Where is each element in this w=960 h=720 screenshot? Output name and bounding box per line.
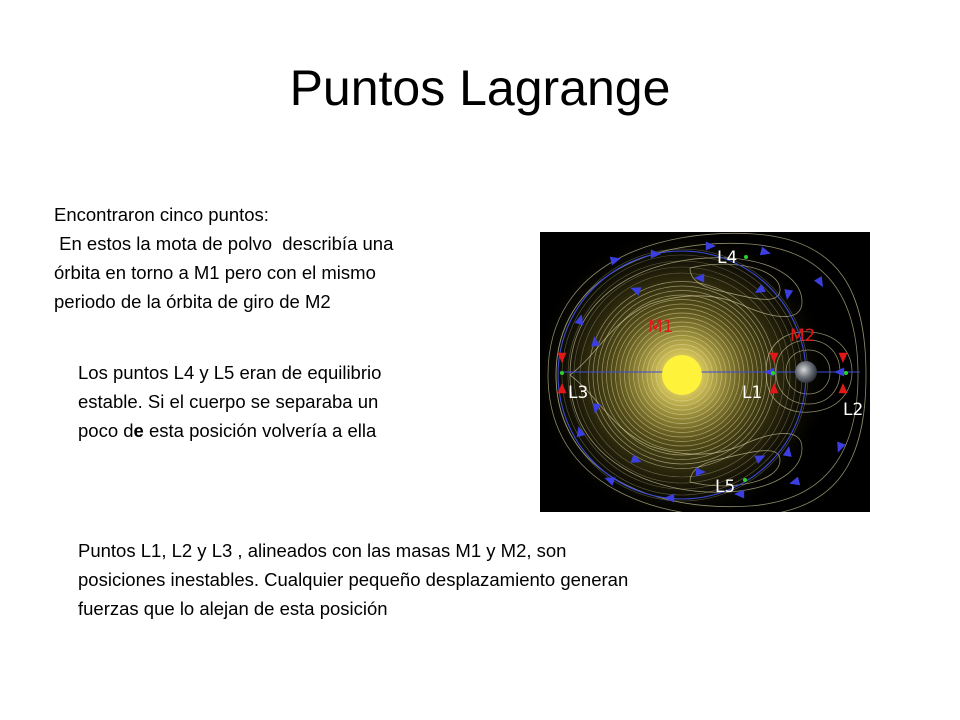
intro-line: Encontraron cinco puntos:	[54, 204, 269, 225]
intro-line: periodo de la órbita de giro de M2	[54, 291, 331, 312]
sun-m1	[662, 355, 702, 395]
lagrange-point-dot	[744, 255, 748, 259]
m1-label: M1	[648, 317, 674, 337]
unstable-points-text	[78, 536, 628, 623]
m2-label: M2	[790, 326, 816, 346]
lagrange-point-dot	[560, 371, 564, 375]
stable-line-end: esta posición volvería a ella	[143, 420, 377, 441]
planet-m2	[795, 361, 817, 383]
intro-line: En estos la mota de polvo describía una	[54, 233, 394, 254]
unstable-line: posiciones inestables. Cualquier pequeño desplazamiento generan	[78, 569, 629, 590]
l2-label: L2	[843, 400, 864, 420]
intro-line: órbita en torno a M1 pero con el mismo	[54, 262, 376, 283]
lagrange-point-dot	[844, 371, 848, 375]
stable-line: Los puntos L4 y L5 eran de equilibrio	[78, 362, 382, 383]
slide-title: Puntos Lagrange	[289, 60, 671, 116]
l4-label: L4	[717, 248, 738, 268]
l5-label: L5	[715, 477, 736, 497]
intro-text	[54, 200, 393, 316]
stable-line-start: poco d	[78, 420, 134, 441]
lagrange-points-diagram	[540, 232, 870, 512]
lagrange-point-dot	[743, 478, 747, 482]
unstable-line: fuerzas que lo alejan de esta posición	[78, 598, 388, 619]
stable-points-text	[78, 358, 381, 445]
stable-line	[78, 416, 381, 445]
l1-label: L1	[742, 383, 763, 403]
stable-line: estable. Si el cuerpo se separaba un	[78, 391, 379, 412]
lagrange-diagram-svg	[540, 232, 870, 512]
stable-line-emphasis: e	[133, 420, 144, 441]
lagrange-point-dot	[771, 371, 775, 375]
unstable-line: Puntos L1, L2 y L3 , alineados con las masas M1 y M2, son	[78, 540, 567, 561]
l3-label: L3	[568, 383, 589, 403]
